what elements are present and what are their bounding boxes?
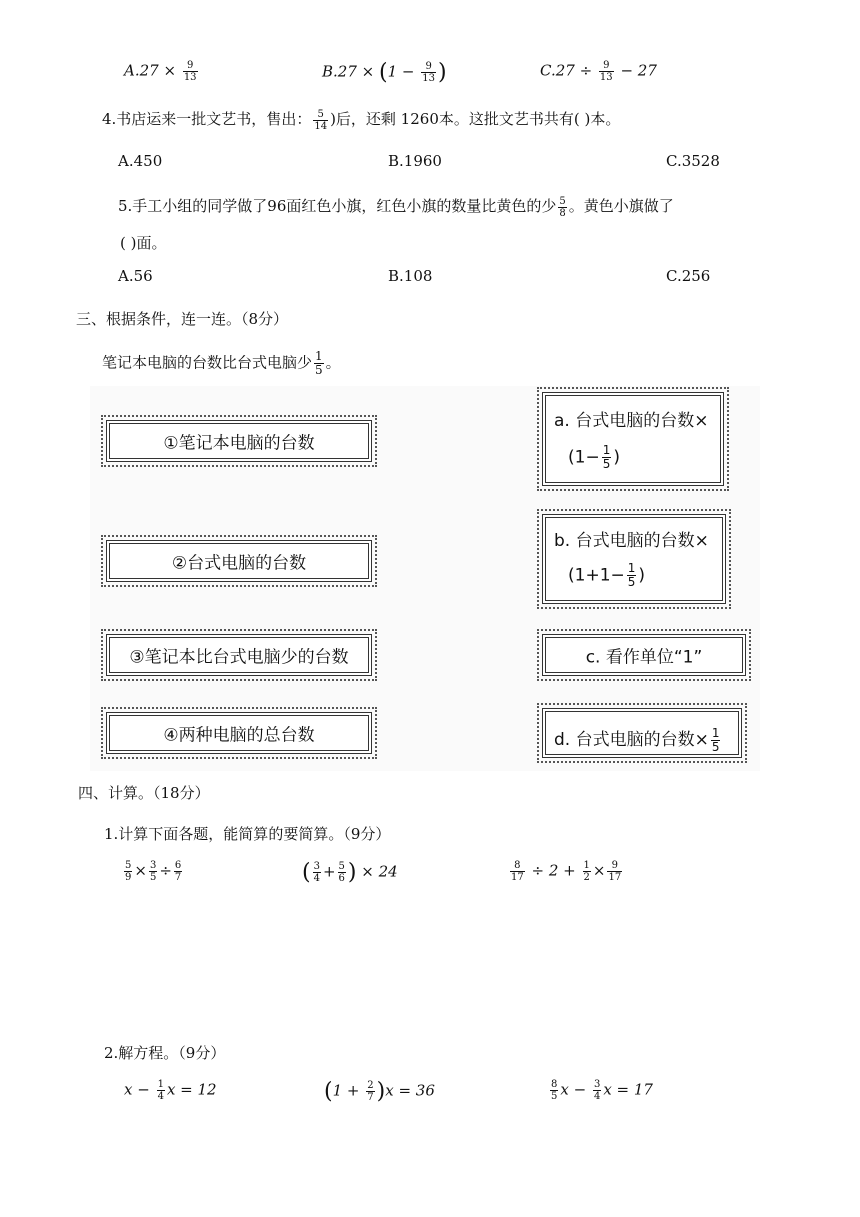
- q4-option-b: B.1960: [388, 152, 442, 170]
- section3-condition: 笔记本电脑的台数比台式电脑少 $\frac{1}{5}$ 。: [102, 349, 341, 377]
- right-box-d-expression: d. 台式电脑的台数× $\frac{1}{5}$: [554, 725, 720, 754]
- right-box-b-expression: (1+1− $\frac{1}{5}$ ): [568, 561, 646, 589]
- equation-1: x − $\frac{1}{4}$ x = 12: [124, 1079, 217, 1102]
- q3-option-c: C.27 ÷ $\frac{9}{13}$ − 27: [540, 60, 657, 83]
- calc-expr-1: $\frac{5}{9}$ × $\frac{3}{5}$ ÷ $\frac{6}{7}$: [125, 860, 182, 883]
- q5-answer-blank: ( )面。: [120, 234, 167, 252]
- calc-expr-2: ( $\frac{3}{4}$ + $\frac{5}{6}$ ) × 24: [302, 860, 398, 885]
- section4-sub1: 1.计算下面各题，能简算的要简算。（9分）: [104, 825, 391, 843]
- calc-expr-3: $\frac{8}{17}$ ÷ 2 + $\frac{1}{2}$ × $\frac{9}{17}$: [511, 860, 622, 883]
- q5-question: 5.手工小组的同学做了96面红色小旗，红色小旗的数量比黄色的少 $\frac{5}{8}$ 。黄色小旗做了: [118, 195, 674, 219]
- q4-option-c: C.3528: [666, 152, 720, 170]
- right-box-a[interactable]: a. 台式电脑的台数× (1− $\frac{1}{5}$ ): [542, 392, 724, 486]
- section4-title: 四、计算。（18分）: [78, 784, 210, 802]
- left-box-4[interactable]: ④两种电脑的总台数: [106, 712, 372, 754]
- right-box-d[interactable]: [542, 708, 742, 758]
- q4-question: 4.书店运来一批文艺书，售出： $\frac{5}{14}$ )后，还剩 1260本。这批文艺书共有( )本。: [102, 108, 621, 132]
- equation-3: $\frac{8}{5}$ x − $\frac{3}{4}$ x = 17: [551, 1079, 653, 1102]
- q3-option-b: B.27 × (1 − $\frac{9}{13}$ ): [322, 60, 447, 85]
- q5-option-b: B.108: [388, 267, 433, 285]
- q5-option-c: C.256: [666, 267, 711, 285]
- q4-option-a: A.450: [118, 152, 163, 170]
- section4-sub2: 2.解方程。（9分）: [104, 1044, 226, 1062]
- right-box-a-expression: (1− $\frac{1}{5}$ ): [568, 443, 620, 471]
- right-box-c[interactable]: c. 看作单位“1”: [542, 634, 746, 676]
- section3-title: 三、根据条件，连一连。（8分）: [76, 310, 289, 328]
- right-box-b[interactable]: b. 台式电脑的台数× (1+1− $\frac{1}{5}$ ): [542, 514, 726, 604]
- equation-2: (1 + $\frac{2}{7}$ )x = 36: [324, 1079, 435, 1104]
- left-box-2[interactable]: ②台式电脑的台数: [106, 540, 372, 582]
- left-box-1[interactable]: ①笔记本电脑的台数: [106, 420, 372, 462]
- left-box-3[interactable]: ③笔记本比台式电脑少的台数: [106, 634, 372, 676]
- q5-option-a: A.56: [118, 267, 153, 285]
- q3-option-a: A.27 × $\frac{9}{13}$: [124, 60, 197, 83]
